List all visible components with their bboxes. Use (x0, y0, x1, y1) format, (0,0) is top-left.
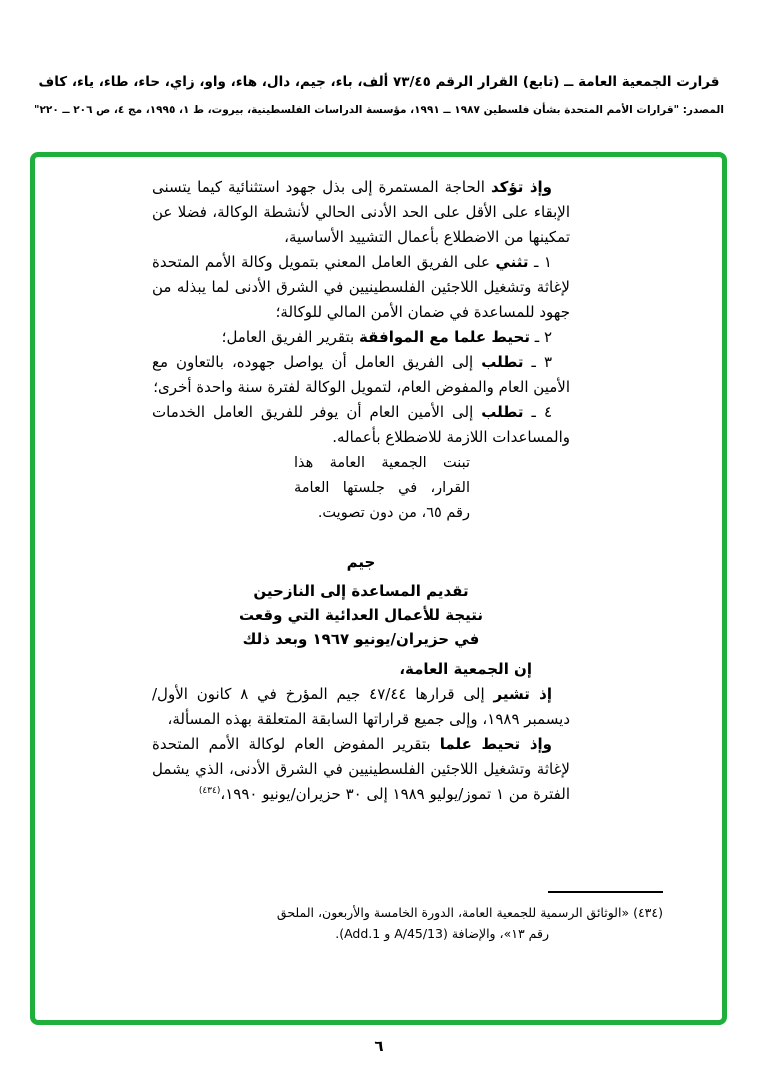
header-source-line: المصدر: "قرارات الأمم المتحدة بشأن فلسطين ١٩٨٧ ــ ١٩٩١، مؤسسة الدراسات الفلسطينية، بيروت، ط ١، ١٩٩٥، مج ٤، ص ٢٠٦ ــ ٢٢٠" (34, 104, 724, 116)
resolution-c-opening: إن الجمعية العامة، (399, 660, 532, 678)
item-number: ٤ ـ (531, 403, 552, 421)
preamble-lead: وإذ تؤكد (490, 178, 553, 196)
footnote-reference: (٤٣٤) (198, 786, 221, 796)
recital-paragraph-2 (152, 732, 570, 807)
recital-paragraph-1 (152, 682, 570, 732)
recital-rest: بتقرير المفوض العام لوكالة الأمم المتحدة لإغاثة وتشغيل اللاجئين الفلسطينيين في الشرق الأدنى، الذي يشمل الفترة من ١ تموز/يوليو ١٩٨٩ إلى ٣٠ حزيران/يونيو ١٩٩٠، (152, 735, 570, 803)
recital-lead: وإذ تحيط علما (439, 735, 552, 753)
item-rest: بتقرير الفريق العامل؛ (221, 328, 355, 346)
recital-lead: إذ تشير (493, 685, 552, 703)
preamble-rest: الحاجة المستمرة إلى بذل جهود استثنائية كيما يتسنى الإبقاء على الأقل على الحد الأدنى الحالي لأنشطة الوكالة، فضلا عن تمكينها من الاضطلاع بأعمال التشييد الأساسية، (152, 178, 570, 246)
item-rest: إلى الأمين العام أن يوفر للفريق العامل الخدمات والمساعدات اللازمة للاضطلاع بأعماله. (152, 403, 570, 446)
footnote-line-2: رقم ١٣»، والإضافة (A/45/13 و Add.1). (335, 926, 549, 941)
item-lead: تحيط علما مع الموافقة (359, 328, 530, 346)
operative-item-2 (152, 325, 570, 350)
title-line: تقديم المساعدة إلى النازحين (253, 582, 469, 600)
footnote-line-1: (٤٣٤) «الوثائق الرسمية للجمعية العامة، الدورة الخامسة والأربعون، الملحق (276, 905, 663, 920)
item-number: ٢ ـ (534, 328, 552, 346)
item-lead: تطلب (481, 403, 524, 421)
item-number: ٣ ـ (531, 353, 552, 371)
item-lead: تطلب (481, 353, 524, 371)
item-lead: تثني (495, 253, 529, 271)
item-rest: إلى الفريق العامل أن يواصل جهوده، بالتعاون مع الأمين العام والمفوض العام، لتمويل الوكالة لفترة سنة واحدة أخرى؛ (152, 353, 570, 396)
footnote-block (276, 891, 663, 944)
operative-item-4 (152, 400, 570, 450)
title-line: في حزيران/يونيو ١٩٦٧ وبعد ذلك (242, 630, 480, 648)
preamble-paragraph (152, 175, 570, 250)
item-rest: على الفريق العامل المعني بتمويل وكالة الأمم المتحدة لإغاثة وتشغيل اللاجئين الفلسطينيين في الشرق الأدنى لما يبذله من جهود للمساعدة في ضمان الأمن المالي للوكالة؛ (152, 253, 570, 321)
footnote-separator-rule (548, 891, 663, 893)
header-title: قرارت الجمعية العامة ــ (تابع) القرار الرقم ٧٣/٤٥ ألف، باء، جيم، دال، هاء، واو، زاي، حاء، طاء، ياء، كاف (38, 74, 720, 90)
title-line: نتيجة للأعمال العدائية التي وقعت (238, 606, 484, 624)
adoption-note: تبنت الجمعية العامة هذا القرار، في جلستها العامة رقم ٦٥، من دون تصويت. (294, 455, 470, 521)
section-letter: جيم (346, 553, 376, 571)
resolution-text-column (152, 175, 570, 807)
operative-item-1 (152, 250, 570, 325)
operative-item-3 (152, 350, 570, 400)
recital-rest: إلى قرارها ٤٧/٤٤ جيم المؤرخ في ٨ كانون الأول/ديسمبر ١٩٨٩، وإلى جميع قراراتها السابقة المتعلقة بهذه المسألة، (152, 685, 570, 728)
item-number: ١ ـ (534, 253, 552, 271)
resolution-c-title (152, 579, 570, 651)
page-number: ٦ (374, 1037, 384, 1055)
document-green-frame (30, 152, 727, 1025)
